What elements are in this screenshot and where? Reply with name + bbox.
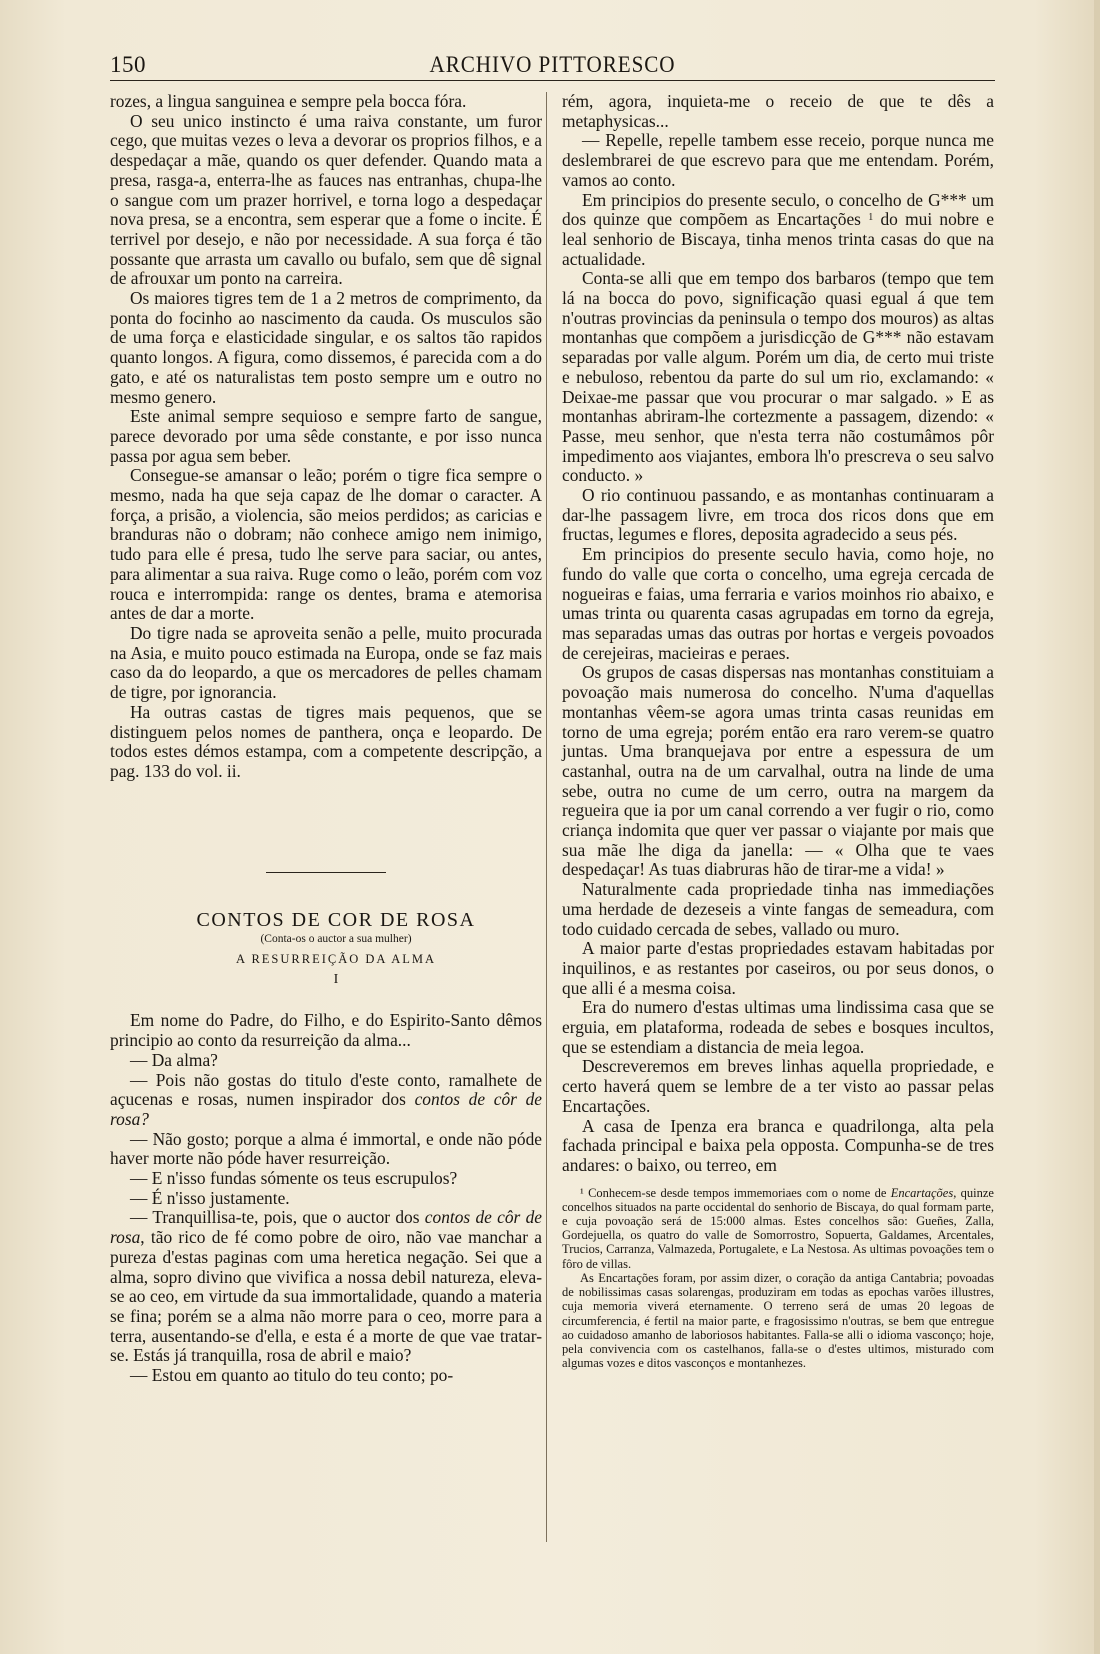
paragraph: — Da alma? xyxy=(130,1049,218,1070)
italic-text: contos de côr de rosa xyxy=(110,1207,542,1248)
paragraph xyxy=(110,1208,542,1366)
paragraph: Consegue-se amansar o leão; porém o tigre fica sempre o mesmo, nada ha que seja capaz de lhe domar o caracter. A força, a prisão, a violencia, são meios perdidos; as caricias e branduras não o dobram; não conhece amigo nem inimigo, tudo para elle é presa, tudo lhe serve para saciar, ou antes, para alimentar a sua raiva. Ruge como o leão, porém com voz rouca e interrompida: range os dentes, brama e atemorisa antes de dar a morte. xyxy=(110,465,542,624)
text-run: — Tranquillisa-te, pois, que o auctor dos xyxy=(130,1207,425,1228)
italic-text: contos de côr de rosa? xyxy=(110,1089,542,1129)
paragraph xyxy=(110,1071,542,1130)
footnote: As Encartações foram, por assim dizer, o coração da antiga Cantabria; povoadas de nobilissimas casas solarengas, produziram em todas as epochas varões illustres, cuja memoria viverá eternamente. O terreno será de umas 20 legoas de circumferencia, é fertil na maior parte, e fragosissimo n'outras, se bem que entregue ao cuidadoso amanho de laboriosos habitantes. Falla-se alli o idioma vasconço; hoje, pela convivencia com os castelhanos, falla-se o d'estes ultimos, misturado com algumas vozes e ditos vasconços e montanhezes. xyxy=(562,1270,994,1371)
paragraph: — É n'isso justamente. xyxy=(130,1187,290,1208)
paragraph: Os grupos de casas dispersas nas montanhas constituiam a povoação mais numerosa do concelho. N'uma d'aquellas montanhas vêem-se agora umas trinta casas reunidas em torno de uma egreja; porém então era raro verem-se quatro juntas. Uma branquejava por entre a espessura de um castanhal, outra na de um carvalhal, outra na linde de uma sebe, outra no cume de um cerro, outra na margem da regueira que ia por um canal correndo a ver fugir o rio, como criança indomita que quer ver passar o viajante por mais que sua mãe lhe diga da janella: — « Olha que te vaes despedaçar! As tuas diabruras hão de tirar-me a vida! » xyxy=(562,662,994,880)
paragraph xyxy=(562,191,994,270)
paragraph: — Repelle, repelle tambem esse receio, porque nunca me deslembrarei de que escrevo para que me entendam. Porém, vamos ao conto. xyxy=(562,130,994,190)
paragraph: A casa de Ipenza era branca e quadrilonga, alta pela fachada principal e baixa pela opposta. Compunha-se de tres andares: o baixo, ou terreo, em xyxy=(562,1115,994,1175)
paragraph: Ha outras castas de tigres mais pequenos, que se distinguem pelos nomes de panthera, onça e leopardo. De todos estes démos estampa, com a competente descripção, a pag. 133 do vol. ii. xyxy=(110,701,542,781)
story-subtitle: (Conta-os o auctor a sua mulher) xyxy=(260,933,412,946)
text-run: , tão rico de fé como pobre de oiro, não vae manchar a pureza d'estas paginas com uma heretica negação. Sei que a alma, sopro divino que vivifica a nossa debil natureza, eleva-se ao ceo, em virtude da sua immortalidade, quando a materia se fina; porém se a alma não morre para o ceo, morre para a terra, ausentando-se d'ella, e esta é a morte de que vae tratar-se. Estás já tranquilla, rosa de abril e maio? xyxy=(110,1227,542,1366)
italic-text: Encartações xyxy=(890,1185,954,1200)
paragraph: rozes, a lingua sanguinea e sempre pela bocca fóra. xyxy=(110,91,467,111)
paragraph: Este animal sempre sequioso e sempre farto de sangue, parece devorado por uma sêde constante, e por isso nunca passa por agua sem beber. xyxy=(110,406,542,466)
paragraph: Descreveremos em breves linhas aquella propriedade, e certo haverá quem se lembre de a ter visto ao passar pelas Encartações. xyxy=(562,1056,994,1116)
paragraph: rém, agora, inquieta-me o receio de que te dês a metaphysicas... xyxy=(562,91,994,131)
paragraph: — E n'isso fundas sómente os teus escrupulos? xyxy=(130,1168,458,1189)
paragraph: Em nome do Padre, do Filho, e do Espirito-Santo dêmos principio ao conto da resurreição da alma... xyxy=(110,1010,542,1051)
paragraph: O seu unico instincto é uma raiva constante, um furor cego, que muitas vezes o leva a devorar os proprios filhos, e a despedaçar a mãe, quando os quer defender. Quando mata a presa, rasga-a, enterra-lhe as fauces nas entranhas, chupa-lhe o sangue com um prazer horrivel, e torna logo a despedaçar nova presa, se a encontra, sem esperar que a fome o incite. É terrivel por desejo, e não por necessidade. A sua força é tão possante que arrasta um cavallo ou bufalo, sem que dê signal de afrouxar um ponto na carreira. xyxy=(110,110,542,289)
footnotes xyxy=(562,1186,994,1371)
paragraph: Do tigre nada se aproveita senão a pelle, muito procurada na Asia, e muito pouco estimada na Europa, onde se faz mais caso da do leopardo, a que os mercadores de pelles chamam de tigre, por ignorancia. xyxy=(110,622,542,703)
text-run: — Pois não gostas do titulo d'este conto, ramalhete de açucenas e rosas, numen inspirador dos xyxy=(110,1069,542,1110)
paragraph: Conta-se alli que em tempo dos barbaros (tempo que tem lá na bocca do povo, significação quasi egual á que tem n'outras provincias da peninsula o tempo dos mouros) as altas montanhas que compõem a jurisdicção de G*** não estavam separadas por valle algum. Porém um dia, de certo mui triste e nebuloso, rebentou da parte do sul um rio, exclamando: « Deixae-me passar que vou procurar o mar salgado. » E as montanhas abriram-lhe cortezmente a passagem, dizendo: « Passe, meu senhor, que n'esta terra não costumâmos pôr impedimento aos viajantes, embora lh'o prescreva o seu salvo conducto. » xyxy=(562,268,994,486)
left-column xyxy=(110,92,542,1386)
paragraph: Em principios do presente seculo havia, como hoje, no fundo do valle que corta o concelho, uma egreja cercada de nogueiras e faias, uma ferraria e varios moinhos rio abaixo, e umas trinta ou quarenta casas agrupadas em torno da egreja, mas separadas umas das outras por hortas e vergeis povoados de cerejeiras, macieiras e peraes. xyxy=(562,544,994,663)
paragraph: Naturalmente cada propriedade tinha nas immediações uma herdade de dezeseis a vinte fangas de semeadura, com todo cuidado cercada de sebes, vallado ou muro. xyxy=(562,879,994,939)
column-divider xyxy=(546,92,547,1542)
footnote xyxy=(562,1186,994,1271)
paragraph: Era do numero d'estas ultimas uma lindissima casa que se erguia, em plataforma, rodeada de sebes e bosques incultos, que se estendiam a distancia de meia legoa. xyxy=(562,997,994,1057)
chapter-number: I xyxy=(333,971,339,987)
paragraph: O rio continuou passando, e as montanhas continuaram a dar-lhe passagem livre, em troca dos ricos dons que em fructas, legumes e flores, deposita agradecido a seus pés. xyxy=(562,485,994,545)
page-header xyxy=(110,50,995,81)
text-run: do mui nobre e leal senhorio de Biscaya, tinha menos trinta casas do que na actualidade. xyxy=(562,209,994,269)
text-run: Em principios do presente seculo, o concelho de G*** um dos quinze que compõem as Encartações xyxy=(562,189,994,230)
chapter-title: A RESURREIÇÃO DA ALMA xyxy=(235,952,436,967)
paragraph: — Estou em quanto ao titulo do teu conto; po- xyxy=(130,1365,454,1386)
story-title: CONTOS DE COR DE ROSA xyxy=(196,908,476,931)
paragraph: — Não gosto; porque a alma é immortal, e onde não póde haver morte não póde haver resurreição. xyxy=(110,1128,542,1169)
running-title: ARCHIVO PITTORESCO xyxy=(429,52,676,77)
footnote-marker: 1 xyxy=(868,212,874,224)
section-separator xyxy=(266,872,386,873)
text-run: ¹ Conhecem-se desde tempos immemoriaes com o nome de xyxy=(580,1185,891,1200)
story-body xyxy=(110,1011,542,1385)
paragraph: A maior parte d'estas propriedades estavam habitadas por inquilinos, e as restantes por caseiros, ou por seus donos, o que alli é a mesma coisa. xyxy=(562,938,994,998)
page-edge xyxy=(1094,0,1100,1654)
right-column xyxy=(562,92,994,1370)
page-number: 150 xyxy=(110,52,146,77)
text-run: , quinze concelhos situados na parte occidental do senhorio de Biscaya, do qual formam parte, e cuja povoação será de 15:000 almas. Estes concelhos são: Gueñes, Zalla, Gordejuella, os quatro do valle de Somorrostro, Sopuerta, Galdames, Arcentales, Trucios, Carranza, Valmazeda, Portugalete, e La Nestosa. As ultimas povoações tem o fôro de villas. xyxy=(562,1185,994,1271)
paragraph: Os maiores tigres tem de 1 a 2 metros de comprimento, da ponta do focinho ao nascimento da cauda. Os musculos são de uma força e elasticidade singular, e os saltos tão rapidos quanto longos. A figura, como dissemos, é parecida com a do gato, e até os naturalistas tem posto sempre um e outro no mesmo genero. xyxy=(110,288,542,407)
